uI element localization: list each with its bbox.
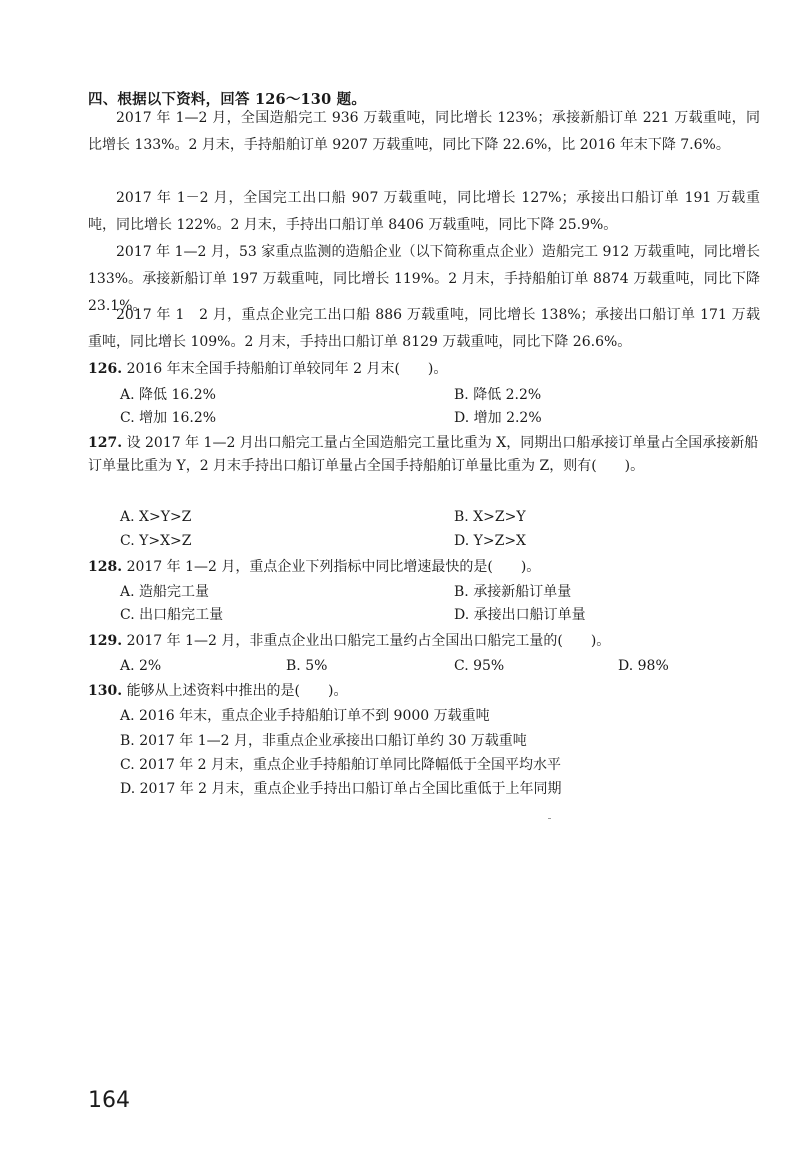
question-127-option-b: B. X>Z>Y — [454, 509, 526, 525]
question-128-option-a: A. 造船完工量 — [120, 584, 210, 600]
question-129-option-b: B. 5% — [286, 658, 328, 674]
question-127-option-a: A. X>Y>Z — [120, 509, 192, 525]
question-text: 2017 年 1—2 月，非重点企业出口船完工量约占全国出口船完工量的( )。 — [126, 633, 611, 649]
question-129-option-d: D. 98% — [618, 658, 669, 674]
question-126-option-b: B. 降低 2.2% — [454, 387, 542, 403]
question-126-option-c: C. 增加 16.2% — [120, 410, 217, 426]
question-130-option-c: C. 2017 年 2 月末，重点企业手持船舶订单同比降幅低于全国平均水平 — [120, 757, 561, 773]
question-number: 128. — [88, 559, 123, 575]
page-number: 164 — [88, 1088, 130, 1113]
paragraph-4: 2017 年 1 2 月，重点企业完工出口船 886 万载重吨，同比增长 138%；承接出口船订单 171 万载重吨，同比增长 109%。2 月末，手持出口船订单 8129 万载重吨，同比下降 26.6%。 — [88, 307, 760, 350]
question-129-option-a: A. 2% — [120, 658, 162, 674]
question-text: 2016 年末全国手持船舶订单较同年 2 月末( )。 — [126, 361, 448, 377]
question-127-option-c: C. Y>X>Z — [120, 533, 192, 549]
question-number: 126. — [88, 361, 123, 377]
question-129-stem — [88, 630, 768, 653]
question-129-option-c: C. 95% — [454, 658, 505, 674]
scan-speck — [548, 818, 551, 819]
question-126-option-d: D. 增加 2.2% — [454, 410, 542, 426]
question-number: 129. — [88, 633, 123, 649]
question-text: 2017 年 1—2 月，重点企业下列指标中同比增速最快的是( )。 — [126, 559, 541, 575]
question-127-stem — [88, 432, 768, 478]
section-title: 四、根据以下资料，回答 126～130 题。 — [88, 91, 367, 108]
question-126-stem — [88, 358, 768, 381]
question-128-stem — [88, 556, 768, 579]
paragraph-2: 2017 年 1－2 月，全国完工出口船 907 万载重吨，同比增长 127%；承接出口船订单 191 万载重吨，同比增长 122%。2 月末，手持出口船订单 8406 万载重吨，同比下降 25.9%。 — [88, 190, 760, 233]
question-number: 130. — [88, 683, 123, 699]
question-126-option-a: A. 降低 16.2% — [120, 387, 216, 403]
question-128-option-b: B. 承接新船订单量 — [454, 584, 572, 600]
question-number: 127. — [88, 435, 123, 451]
question-127-option-d: D. Y>Z>X — [454, 533, 527, 549]
question-128-option-c: C. 出口船完工量 — [120, 607, 224, 623]
question-130-option-b: B. 2017 年 1—2 月，非重点企业承接出口船订单约 30 万载重吨 — [120, 733, 527, 749]
question-130-option-a: A. 2016 年末，重点企业手持船舶订单不到 9000 万载重吨 — [120, 708, 490, 724]
question-text: 能够从上述资料中推出的是( )。 — [126, 683, 348, 699]
question-text: 设 2017 年 1—2 月出口船完工量占全国造船完工量比重为 X，同期出口船承接订单量占全国承接新船订单量比重为 Y，2 月末手持出口船订单量占全国手持船舶订单量比重为 Z，则有( )。 — [88, 435, 759, 474]
paragraph-1: 2017 年 1—2 月，全国造船完工 936 万载重吨，同比增长 123%；承接新船订单 221 万载重吨，同比增长 133%。2 月末，手持船舶订单 9207 万载重吨，同比下降 22.6%，比 2016 年末下降 7.6%。 — [88, 110, 760, 153]
paragraph-3: 2017 年 1—2 月，53 家重点监测的造船企业（以下简称重点企业）造船完工 912 万载重吨，同比增长 133%。承接新船订单 197 万载重吨，同比增长 119%。2 月末，手持船舶订单 8874 万载重吨，同比下降 23.1%。 — [88, 244, 760, 314]
question-130-option-d: D. 2017 年 2 月末，重点企业手持出口船订单占全国比重低于上年同期 — [120, 781, 562, 797]
question-128-option-d: D. 承接出口船订单量 — [454, 607, 586, 623]
question-130-stem — [88, 680, 768, 703]
